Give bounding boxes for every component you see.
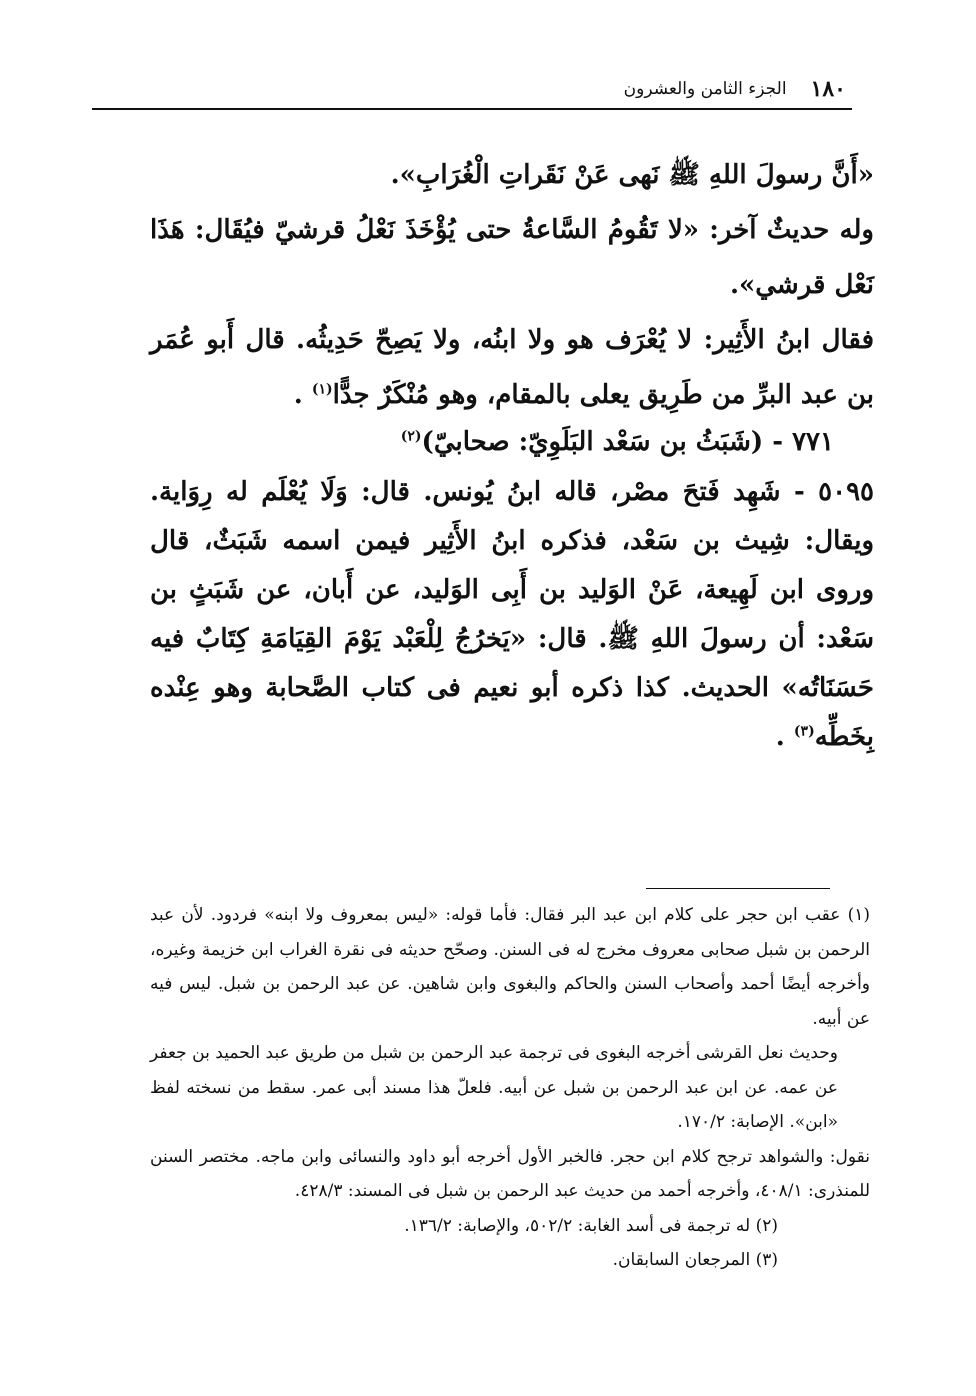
footnote-1-part-3: نقول: والشواهد ترجح كلام ابن حجر. فالخبر الأول أخرجه أبو داود والنسائى وابن ماجه. مختصر السنن للمنذرى: ٤٠٨/١، وأخرجه أحمد من حديث عبد الرحمن بن شبل فى المسند: ٤٢٨/٣.: [150, 1146, 870, 1201]
entry-heading: [150, 418, 874, 466]
entry-end-mark: .: [775, 722, 785, 752]
footnote-separator: [646, 888, 830, 889]
footnote-3: (٣) المرجعان السابقان.: [612, 1250, 778, 1270]
footnote-ref-2: (٢): [400, 428, 422, 445]
main-text: [150, 148, 874, 423]
paragraph-end-mark: .: [293, 380, 303, 410]
footnote-ref-1: (١): [311, 381, 333, 398]
entry-body-text: ٥٠٩٥ - شَهِد فَتحَ مصْر، قاله ابنُ يُونس. قال: وَلَا يُعْلَم له رِوَاية. ويقال: شِيث بن سَعْد، فذكره ابنُ الأَثِير فيمن اسمه شَبَثٌ، قال وروى ابن لَهِيعة، عَنْ الوَليد بن أَبِى الوَليد، عن أَبان، عن شَبَثٍ بن سَعْد: أن رسولَ اللهِ ﷺ. قال: «يَخرُجُ لِلْعَبْد يَوْمَ القِيَامَةِ كِتَابٌ فيه حَسَنَاتُه» الحديث. كذا ذكره أبو نعيم فى كتاب الصَّحابة وهو عِنْده بِخَطِّه: [150, 477, 875, 752]
ibn-al-athir-paragraph: [150, 313, 874, 423]
running-title: الجزء الثامن والعشرون: [623, 79, 787, 99]
footnote-ref-3: (٣): [793, 723, 815, 740]
footnote-1-part-2: وحديث نعل القرشى أخرجه البغوى فى ترجمة عبد الرحمن بن شبل من طريق عبد الحميد بن جعفر عن عمه. عن ابن عبد الرحمن بن شبل عن أبيه. فلعلّ هذا مسند أبى عمر. سقط من نسخته لفظ «ابن». الإصابة: ١٧٠/٢.: [150, 1043, 838, 1132]
footnotes: [150, 898, 870, 1278]
entry-heading-text: ٧٧١ - (شَبَثُ بن سَعْد البَلَوِيّ: صحابيّ): [421, 427, 834, 457]
footnote-2: (٢) له ترجمة فى أسد الغابة: ٥٠٢/٢، والإصابة: ١٣٦/٢.: [404, 1215, 778, 1236]
hadith-quote: «أَنَّ رسولَ اللهِ ﷺ نَهى عَنْ نَقَراتِ الْغُرَابِ».: [390, 160, 874, 190]
second-hadith-paragraph: وله حديثٌ آخر: «لا تَقُومُ السَّاعةُ حتى يُؤْخَذَ نَعْلُ قرشيّ فيُقَال: هَذَا نَعْل قرشي».: [150, 215, 874, 300]
entry-body: [150, 468, 874, 762]
ibn-al-athir-text: فقال ابنُ الأَثِير: لا يُعْرَف هو ولا ابنُه، ولا يَصِحّ حَدِيثُه. قال أَبو عُمَر بن عبد البرِّ من طَرِيق يعلى بالمقام، وهو مُنْكَرٌ جدًّا: [150, 325, 874, 410]
page-header: [92, 70, 852, 110]
footnote-1-part-1: (١) عقب ابن حجر على كلام ابن عبد البر فقال: فأما قوله: «ليس بمعروف ولا ابنه» فردود. لأن عبد الرحمن بن شبل صحابى معروف مخرج له فى السنن. وصحّح حديثه فى نقرة الغراب ابن خزيمة وغيره، وأخرجه أيضًا أحمد وأصحاب السنن والحاكم والبغوى وابن شاهين. عن عبد الرحمن بن شبل. ليس فيه عن أبيه.: [150, 905, 870, 1029]
page-number: ١٨٠: [810, 76, 846, 102]
